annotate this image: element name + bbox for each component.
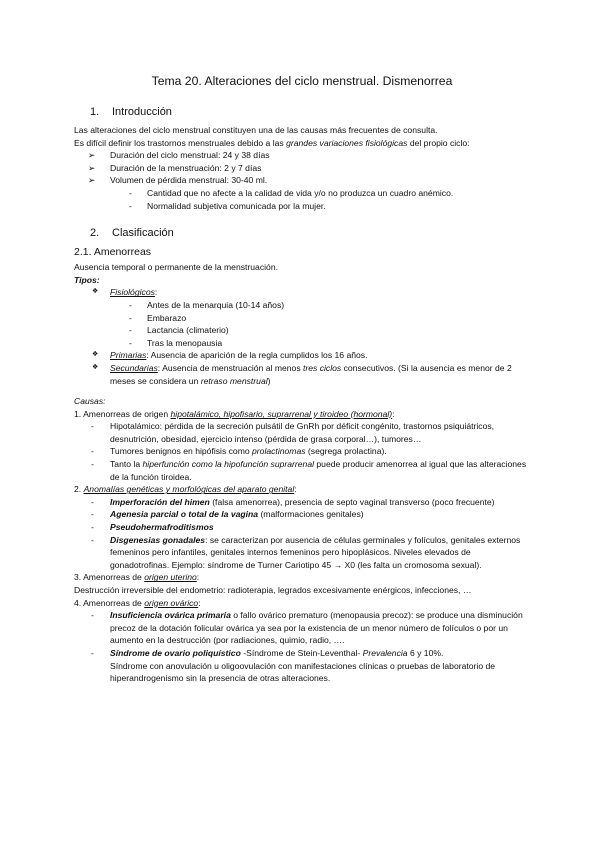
emphasis: tres ciclos <box>303 362 342 373</box>
term: Secundarias <box>110 362 158 373</box>
list-item <box>74 349 530 362</box>
emphasis: Imperforación del himen <box>110 496 210 507</box>
list-item <box>74 458 530 483</box>
list-item <box>74 312 530 325</box>
diamond-bullet-icon: ❖ <box>92 351 99 359</box>
list-item-text: Antes de la menarquia (10-14 años) <box>147 299 285 310</box>
emphasis: hiperfunción como la hipofunción suprarrenal <box>142 459 315 470</box>
list-item <box>74 200 530 213</box>
text: 1. Amenorreas de origen <box>74 408 171 419</box>
dash-bullet-icon: - <box>91 534 94 545</box>
diamond-bullet-icon: ❖ <box>92 363 99 371</box>
list-item-continuation <box>74 660 530 685</box>
section-number: 2. <box>90 227 100 240</box>
emphasis: Insuficiencia ovárica primaria <box>110 610 231 621</box>
dash-bullet-icon: - <box>91 446 94 457</box>
list-item <box>74 162 530 175</box>
list-item <box>74 647 530 660</box>
text: : Ausencia de aparición de la regla cumplidos los 16 años. <box>146 350 368 361</box>
section-1-heading <box>74 105 530 119</box>
list-item <box>74 534 530 572</box>
list-item-text: Normalidad subjetiva comunicada por la mujer. <box>147 200 326 211</box>
emphasis: retraso menstrual <box>200 375 268 386</box>
dash-bullet-icon: - <box>129 299 132 310</box>
dash-bullet-icon: - <box>129 187 132 198</box>
text: puede producir amenorrea al igual que las alteraciones de la función tiroidea. <box>110 459 527 482</box>
dash-bullet-icon: - <box>91 459 94 470</box>
list-item-text: Volumen de pérdida menstrual: 30-40 ml. <box>110 175 268 186</box>
list-item-text: Duración de la menstruación: 2 y 7 días <box>110 162 262 173</box>
causa-4-heading <box>74 597 530 610</box>
subsection-heading: 2.1. Amenorreas <box>74 246 152 259</box>
text: o fallo ovárico prematuro (menopausia precoz): se produce una disminución precoz de la dotación folicular ovárica ya sea por la existencia de un menor número de folículos o por un aumento en la destrucción (por radiaciones, quimio, radio, …. <box>110 610 523 646</box>
causa-1-heading <box>74 408 530 421</box>
term: Primarias <box>110 350 147 361</box>
text: : <box>196 572 200 583</box>
list-item <box>74 521 530 534</box>
list-item-text: Lactancia (climaterio) <box>147 325 229 336</box>
intro-paragraph-2 <box>74 137 530 150</box>
causa-2-heading <box>74 483 530 496</box>
dash-bullet-icon: - <box>129 200 132 211</box>
emphasis: Agenesia parcial o total de la vagina <box>110 509 259 520</box>
text: Es difícil definir los trastornos menstruales debido a las <box>74 137 287 148</box>
dash-bullet-icon: - <box>91 522 94 533</box>
dash-bullet-icon: - <box>129 312 132 323</box>
text: 4. Amenorreas de <box>74 597 145 608</box>
text: Tumores benignos en hipófisis como <box>110 446 253 457</box>
text: consecutivos. (Si la ausencia es menor de 2 meses se considera un <box>110 362 512 386</box>
text: Síndrome con anovulación u oligoovulación con manifestaciones clínicas o pruebas de laboratorio de hiperandrogenismo sin la presencia de otras alteraciones. <box>110 660 496 684</box>
arrow-bullet-icon: ➢ <box>88 162 96 173</box>
text: (falsa amenorrea), presencia de septo vaginal transverso (poco frecuente) <box>209 496 495 507</box>
dash-bullet-icon: - <box>91 421 94 432</box>
text: : <box>154 287 158 298</box>
emphasis: Síndrome de ovario poliquístico <box>110 647 241 658</box>
text: ) <box>267 375 271 386</box>
list-item-text: Cantidad que no afecte a la calidad de vida y/o no produzca un cuadro anémico. <box>147 187 454 198</box>
list-item <box>74 362 530 387</box>
arrow-bullet-icon: ➢ <box>88 175 96 186</box>
list-item <box>74 496 530 509</box>
dash-bullet-icon: - <box>129 325 132 336</box>
dash-bullet-icon: - <box>91 610 94 621</box>
causas-label: Causas: <box>74 396 106 407</box>
list-item <box>74 337 530 350</box>
document-title: Tema 20. Alteraciones del ciclo menstrual. Dismenorrea <box>151 74 453 88</box>
arrow-bullet-icon: ➢ <box>88 150 96 161</box>
emphasis: grandes variaciones fisiológicas <box>286 137 408 148</box>
text: 2. <box>74 484 84 495</box>
causa-3-heading <box>74 571 530 584</box>
amenorrea-definition: Ausencia temporal o permanente de la menstruación. <box>74 262 278 273</box>
list-item-text: Embarazo <box>147 312 187 323</box>
list-item-text: Tras la menopausia <box>147 337 223 348</box>
dash-bullet-icon: - <box>91 509 94 520</box>
emphasis: prolactinomas <box>252 446 306 457</box>
emphasis: Disgenesias gonadales <box>110 534 206 545</box>
text: del propio ciclo: <box>407 137 470 148</box>
list-item <box>74 149 530 162</box>
text: 3. Amenorreas de <box>74 572 145 583</box>
causa-3-text: Destrucción irreversible del endometrio: radioterapia, legrados excesivamente enérgicos, infecciones, … <box>74 585 472 595</box>
dash-bullet-icon: - <box>91 647 94 658</box>
list-item-text: Duración del ciclo menstrual: 24 y 38 días <box>110 150 270 161</box>
term: origen ovárico <box>144 597 199 608</box>
section-number: 1. <box>90 106 100 118</box>
term: origen uterino <box>144 572 197 583</box>
text: -Síndrome de Stein-Leventhal- <box>240 647 363 658</box>
list-item <box>74 508 530 521</box>
dash-bullet-icon: - <box>91 496 94 507</box>
section-title: Clasificación <box>112 227 174 240</box>
section-2-heading <box>74 226 530 240</box>
text: : <box>392 408 395 419</box>
dash-bullet-icon: - <box>129 337 132 348</box>
list-item <box>74 187 530 200</box>
diamond-bullet-icon: ❖ <box>92 288 99 296</box>
list-item <box>74 324 530 337</box>
list-item <box>74 609 530 647</box>
text: : <box>294 484 297 495</box>
list-item <box>74 299 530 312</box>
text: (malformaciones genitales) <box>258 509 364 520</box>
text: : Ausencia de menstruación al menos <box>157 362 304 373</box>
text: (segrega prolactina). <box>305 446 387 457</box>
term: Anomalías genéticas y morfológicas del aparato genital <box>83 484 295 495</box>
tipos-label: Tipos: <box>74 274 100 285</box>
list-item <box>74 420 530 445</box>
list-item <box>74 286 530 299</box>
text: 6 y 10%. <box>407 647 444 658</box>
term: Fisiológicos <box>110 287 155 298</box>
section-title: Introducción <box>112 106 172 118</box>
term: hipotalámico, hipofisario, suprarrenal y tiroideo (hormonal) <box>170 408 393 419</box>
list-item <box>74 445 530 458</box>
text: : se caracterizan por ausencia de células germinales y folículos, genitales externos femeninos pero infantiles, genitales internos femeninos pero hipoplásicos. Niveles elevados de gonadotrofinas. Ejemplo: síndrome de Turner Cariotipo 45 → X0 (les falta un cromosoma sexual). <box>110 534 521 570</box>
text: : <box>198 597 201 608</box>
list-item <box>74 174 530 187</box>
emphasis: Prevalencia <box>362 647 408 658</box>
intro-paragraph-1: Las alteraciones del ciclo menstrual constituyen una de las causas más frecuentes de consulta. <box>74 125 438 135</box>
text: Tanto la <box>110 459 143 470</box>
list-item-text: Hipotalámico: pérdida de la secreción pulsátil de GnRh por déficit congénito, trastornos psiquiátricos, desnutrición, obesidad, ejercicio intenso (pérdida de grasa corporal…), tumores… <box>110 421 495 444</box>
emphasis: Pseudohermafroditismos <box>110 522 214 533</box>
